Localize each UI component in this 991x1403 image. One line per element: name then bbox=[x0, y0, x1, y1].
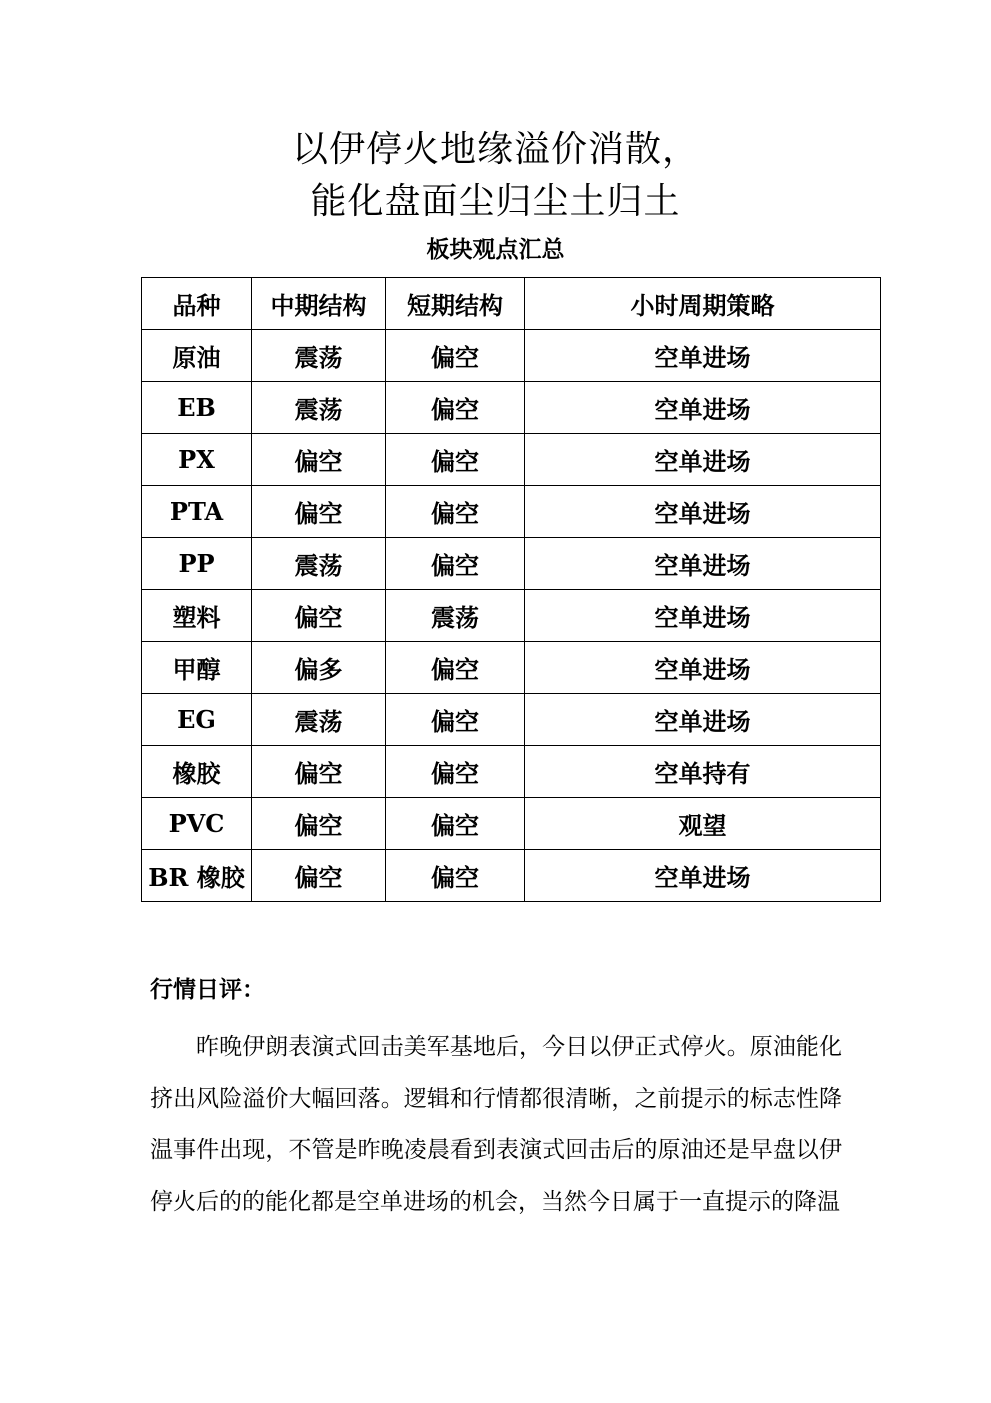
table-header-row bbox=[142, 278, 881, 330]
table-row bbox=[142, 382, 881, 434]
cell-short-term: 偏空 bbox=[386, 850, 525, 902]
cell-strategy: 空单进场 bbox=[525, 538, 881, 590]
commentary-label: 行情日评： bbox=[150, 976, 265, 1003]
cell-product: 甲醇 bbox=[142, 642, 252, 694]
cell-mid-term: 震荡 bbox=[252, 538, 386, 590]
cell-short-term: 偏空 bbox=[386, 382, 525, 434]
table-row bbox=[142, 850, 881, 902]
cell-strategy: 空单持有 bbox=[525, 746, 881, 798]
cell-product: 原油 bbox=[142, 330, 252, 382]
cell-mid-term: 偏空 bbox=[252, 486, 386, 538]
cell-strategy: 空单进场 bbox=[525, 330, 881, 382]
cell-strategy: 空单进场 bbox=[525, 590, 881, 642]
title-line-1: 以伊停火地缘溢价消散， bbox=[291, 129, 699, 170]
cell-mid-term: 偏空 bbox=[252, 850, 386, 902]
table-heading: 板块观点汇总 bbox=[426, 236, 565, 263]
cell-product: 橡胶 bbox=[142, 746, 252, 798]
table-row bbox=[142, 642, 881, 694]
cell-mid-term: 震荡 bbox=[252, 330, 386, 382]
cell-strategy: 空单进场 bbox=[525, 382, 881, 434]
table-row bbox=[142, 746, 881, 798]
cell-short-term: 偏空 bbox=[386, 538, 525, 590]
table-row bbox=[142, 590, 881, 642]
cell-product: PVC bbox=[142, 798, 252, 850]
cell-mid-term: 震荡 bbox=[252, 694, 386, 746]
cell-short-term: 偏空 bbox=[386, 694, 525, 746]
cell-product: PP bbox=[142, 538, 252, 590]
cell-mid-term: 偏空 bbox=[252, 590, 386, 642]
cell-strategy: 空单进场 bbox=[525, 694, 881, 746]
cell-product: BR 橡胶 bbox=[142, 850, 252, 902]
commentary-paragraph: 昨晚伊朗表演式回击美军基地后，今日以伊正式停火。原油能化挤出风险溢价大幅回落。逻辑和行情都很清晰，之前提示的标志性降温事件出现，不管是昨晚凌晨看到表演式回击后的原油还是早盘以伊停火后的的能化都是空单进场的机会，当然今日属于一直提示的降温 bbox=[150, 1034, 842, 1215]
cell-short-term: 震荡 bbox=[386, 590, 525, 642]
table-row bbox=[142, 486, 881, 538]
cell-short-term: 偏空 bbox=[386, 486, 525, 538]
cell-product: EG bbox=[142, 694, 252, 746]
cell-short-term: 偏空 bbox=[386, 798, 525, 850]
table-row bbox=[142, 434, 881, 486]
table-row bbox=[142, 538, 881, 590]
cell-strategy: 空单进场 bbox=[525, 642, 881, 694]
cell-product: PX bbox=[142, 434, 252, 486]
cell-product: EB bbox=[142, 382, 252, 434]
title-line-2: 能化盘面尘归尘土归土 bbox=[310, 181, 681, 222]
header-short-term: 短期结构 bbox=[386, 278, 525, 330]
table-row bbox=[142, 798, 881, 850]
cell-product: 塑料 bbox=[142, 590, 252, 642]
cell-strategy: 空单进场 bbox=[525, 486, 881, 538]
table-row bbox=[142, 330, 881, 382]
cell-mid-term: 震荡 bbox=[252, 382, 386, 434]
cell-short-term: 偏空 bbox=[386, 330, 525, 382]
cell-product: PTA bbox=[142, 486, 252, 538]
header-hourly-strategy: 小时周期策略 bbox=[525, 278, 881, 330]
cell-mid-term: 偏空 bbox=[252, 434, 386, 486]
sector-view-table bbox=[141, 277, 881, 902]
cell-strategy: 空单进场 bbox=[525, 434, 881, 486]
table-row bbox=[142, 694, 881, 746]
cell-short-term: 偏空 bbox=[386, 746, 525, 798]
cell-strategy: 空单进场 bbox=[525, 850, 881, 902]
cell-strategy: 观望 bbox=[525, 798, 881, 850]
header-mid-term: 中期结构 bbox=[252, 278, 386, 330]
cell-mid-term: 偏多 bbox=[252, 642, 386, 694]
cell-mid-term: 偏空 bbox=[252, 746, 386, 798]
cell-short-term: 偏空 bbox=[386, 642, 525, 694]
cell-mid-term: 偏空 bbox=[252, 798, 386, 850]
cell-short-term: 偏空 bbox=[386, 434, 525, 486]
header-product: 品种 bbox=[142, 278, 252, 330]
